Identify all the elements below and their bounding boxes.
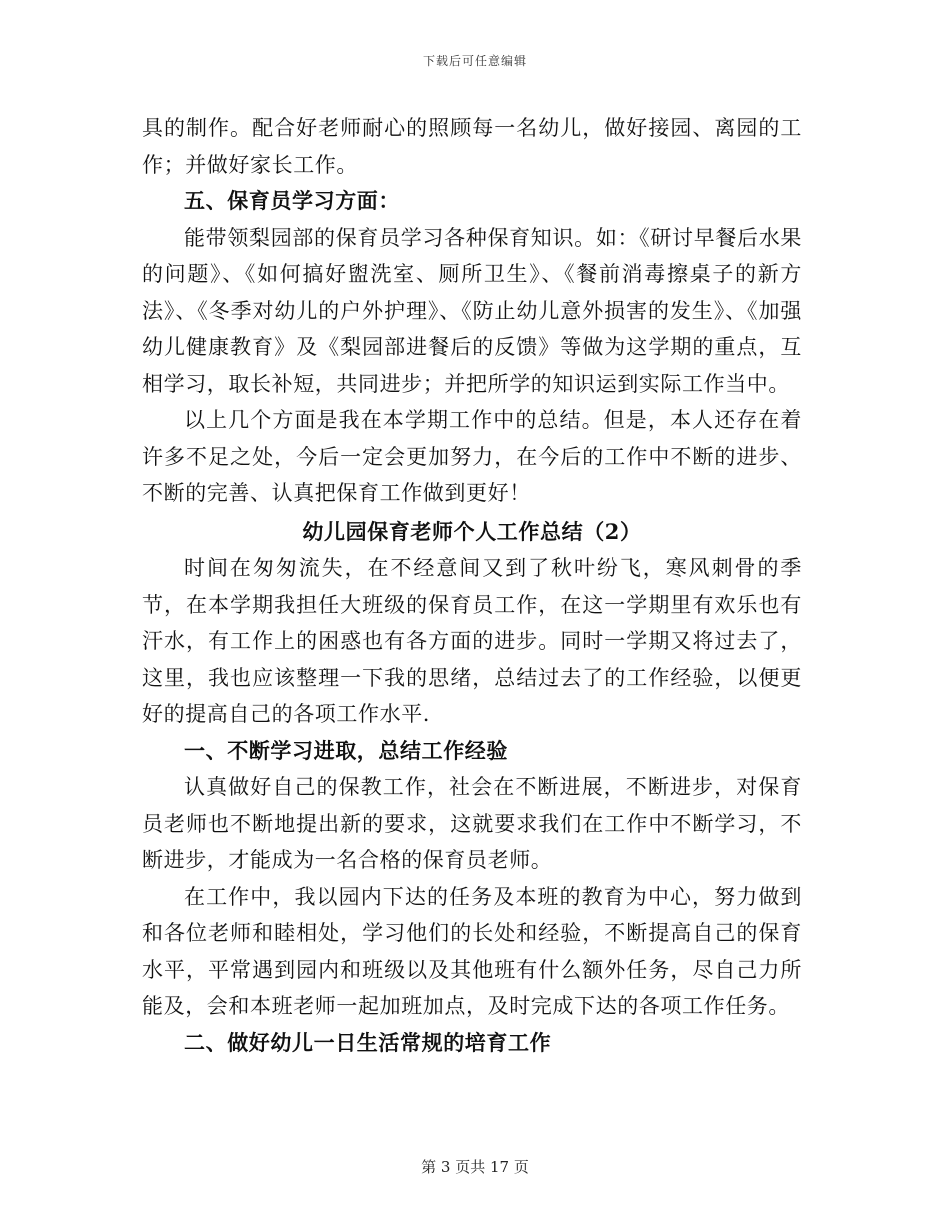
document-body [142, 110, 802, 1061]
paragraph-intro: 时间在匆匆流失，在不经意间又到了秋叶纷飞，寒风刺骨的季节，在本学期我担任大班级的保育员工作，在这一学期里有欢乐也有汗水，有工作上的困惑也有各方面的进步。同时一学期又将过去了，这里，我也应该整理一下我的思绪，总结过去了的工作经验，以便更好的提高自己的各项工作水平. [142, 556, 802, 726]
paragraph-study: 能带领梨园部的保育员学习各种保育知识。如：《研讨早餐后水果的问题》、《如何搞好盥洗室、厕所卫生》、《餐前消毒擦桌子的新方法》、《冬季对幼儿的户外护理》、《防止幼儿意外损害的发生》、《加强幼儿健康教育》及《梨园部进餐后的反馈》等做为这学期的重点，互相学习，取长补短，共同进步；并把所学的知识运到实际工作当中。 [142, 225, 802, 396]
section-heading-two: 二、做好幼儿一日生活常规的培育工作 [184, 1029, 552, 1055]
paragraph-summary: 以上几个方面是我在本学期工作中的总结。但是，本人还存在着许多不足之处，今后一定会更加努力，在今后的工作中不断的进步、不断的完善、认真把保育工作做到更好！ [142, 408, 802, 505]
paragraph-work: 在工作中，我以园内下达的任务及本班的教育为中心，努力做到和各位老师和睦相处，学习他们的长处和经验，不断提高自己的保育水平，平常遇到园内和班级以及其他班有什么额外任务，尽自己力所能及，会和本班老师一起加班加点，及时完成下达的各项工作任务。 [142, 884, 802, 1018]
section-heading-one: 一、不断学习进取，总结工作经验 [184, 737, 508, 763]
section-heading-five: 五、保育员学习方面： [184, 188, 400, 213]
page-footer: 第 3 页共 17 页 [421, 1158, 529, 1176]
page-header: 下载后可任意编辑 [422, 54, 527, 68]
paragraph-continuation: 具的制作。配合好老师耐心的照顾每一名幼儿，做好接园、离园的工作；并做好家长工作。 [142, 116, 802, 177]
article-title: 幼儿园保育老师个人工作总结（2） [302, 518, 642, 544]
paragraph-learning: 认真做好自己的保教工作，社会在不断进展，不断进步，对保育员老师也不断地提出新的要求，这就要求我们在工作中不断学习，不断进步，才能成为一名合格的保育员老师。 [142, 775, 802, 872]
